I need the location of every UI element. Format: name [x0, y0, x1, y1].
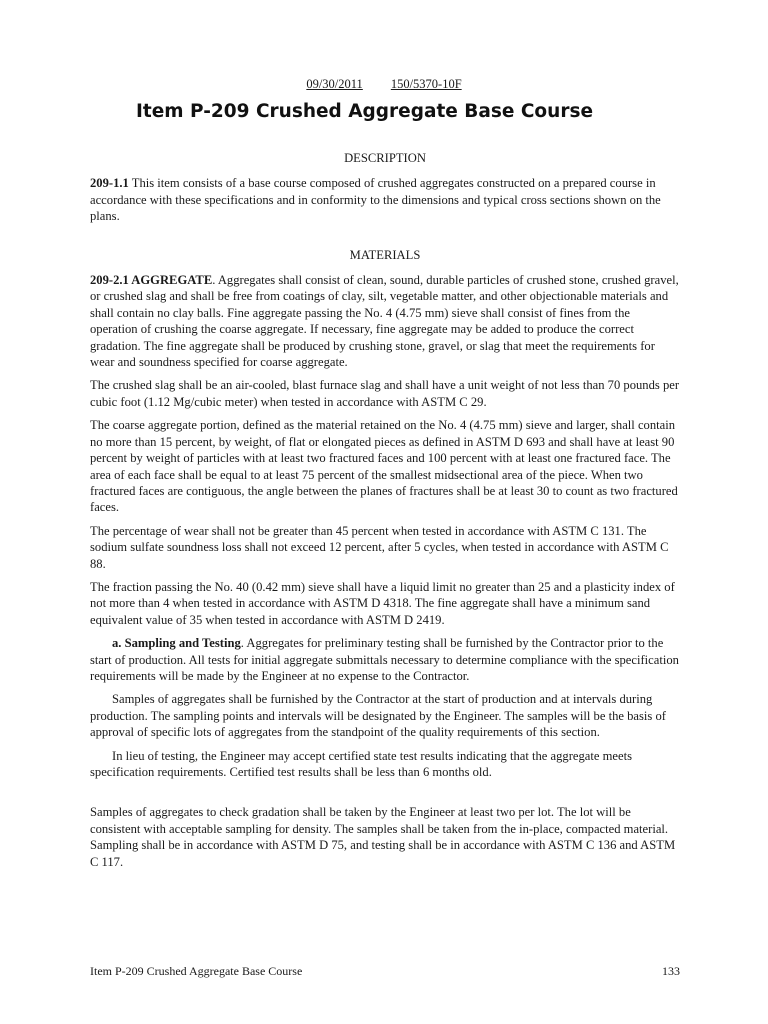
paragraph-209-1-1: 209-1.1 This item consists of a base course composed of crushed aggregates constructed on a prepared course in accordance with these specifications and in conformity to the dimensions and typical cross sections shown on the plans. — [90, 176, 661, 224]
header-document-number: 150/5370-10F — [390, 77, 462, 91]
materials-heading: MATERIALS — [349, 247, 421, 262]
paragraph-crushed-slag: The crushed slag shall be an air-cooled, blast furnace slag and shall have a unit weight of not less than 70 pounds per cubic foot (1.12 Mg/cubic meter) when tested in accordance with ASTM C 29. — [90, 378, 680, 409]
paragraph-in-lieu: In lieu of testing, the Engineer may accept certified state test results indicating that the aggregate meets specification requirements. Certified test results shall be less than 6 months old. — [90, 748, 632, 779]
footer-page-number: 133 — [662, 964, 680, 978]
paragraph-gradation: Samples of aggregates to check gradation shall be taken by the Engineer at least two per lot. The lot will be consistent with acceptable sampling for density. The samples shall be taken from the in-place, compacted material. Sampling shall be in accordance with ASTM D 75, and testing shall be in accordance with ASTM C 136 and ASTM C 117. — [90, 805, 676, 869]
paragraph-209-2-1: 209-2.1 AGGREGATE. Aggregates shall consist of clean, sound, durable particles of crushed stone, crushed gravel, or crushed slag and shall be free from coatings of clay, silt, vegetable matter, and other objectionable materials and shall contain no clay balls. Fine aggregate passing the No. 4 (4.75 mm) sieve shall consist of fines from the operation of crushing the coarse aggregate. If necessary, fine aggregate may be added to produce the correct gradation. The fine aggregate shall be produced by crushing stone, gravel, or slag that meet the requirements for wear and soundness specified for coarse aggregate. — [90, 273, 679, 370]
document-body — [90, 150, 680, 877]
paragraph-samples: Samples of aggregates shall be furnished by the Contractor at the start of production and at intervals during production. The sampling points and intervals will be designated by the Engineer. The samples will be the basis of approval of specific lots of aggregates from the standpoint of the quality requirements of this section. — [90, 692, 666, 740]
page-title: Item P-209 Crushed Aggregate Base Course — [136, 101, 593, 122]
header-reference — [0, 76, 768, 92]
paragraph-coarse-aggregate: The coarse aggregate portion, defined as the material retained on the No. 4 (4.75 mm) sieve and larger, shall contain no more than 15 percent, by weight, of flat or elongated pieces as defined in ASTM D 693 and shall have at least 90 percent by weight of particles with at least two fractured faces and 100 percent with at least one fractured face. The area of each face shall be equal to at least 75 percent of the smallest midsectional area of the piece. When two fractured faces are contiguous, the angle between the planes of fractures shall be at least 30 to count as two fractured faces. — [90, 418, 678, 515]
section-number: 209-1.1 — [90, 176, 129, 191]
paragraph-sampling-testing: a. Sampling and Testing. Aggregates for preliminary testing shall be furnished by the Contractor prior to the start of production. All tests for initial aggregate submittals necessary to determine compliance with the specification requirements will be made by the Engineer at no expense to the Contractor. — [90, 636, 679, 683]
description-heading: DESCRIPTION — [344, 151, 426, 165]
section-number: 209-2.1 AGGREGATE — [90, 273, 213, 288]
subsection-label: a. Sampling and Testing — [112, 636, 241, 651]
footer-title: Item P-209 Crushed Aggregate Base Course — [90, 964, 303, 978]
header-date: 09/30/2011 — [306, 77, 363, 91]
paragraph-wear: The percentage of wear shall not be greater than 45 percent when tested in accordance with ASTM C 131. The sodium sulfate soundness loss shall not exceed 12 percent, after 5 cycles, when tested in accordance with ASTM C 88. — [90, 523, 669, 571]
paragraph-fraction: The fraction passing the No. 40 (0.42 mm) sieve shall have a liquid limit no greater than 25 and a plasticity index of not more than 4 when tested in accordance with ASTM D 4318. The fine aggregate shall have a minimum sand equivalent value of 35 when tested in accordance with ASTM D 2419. — [90, 579, 675, 627]
